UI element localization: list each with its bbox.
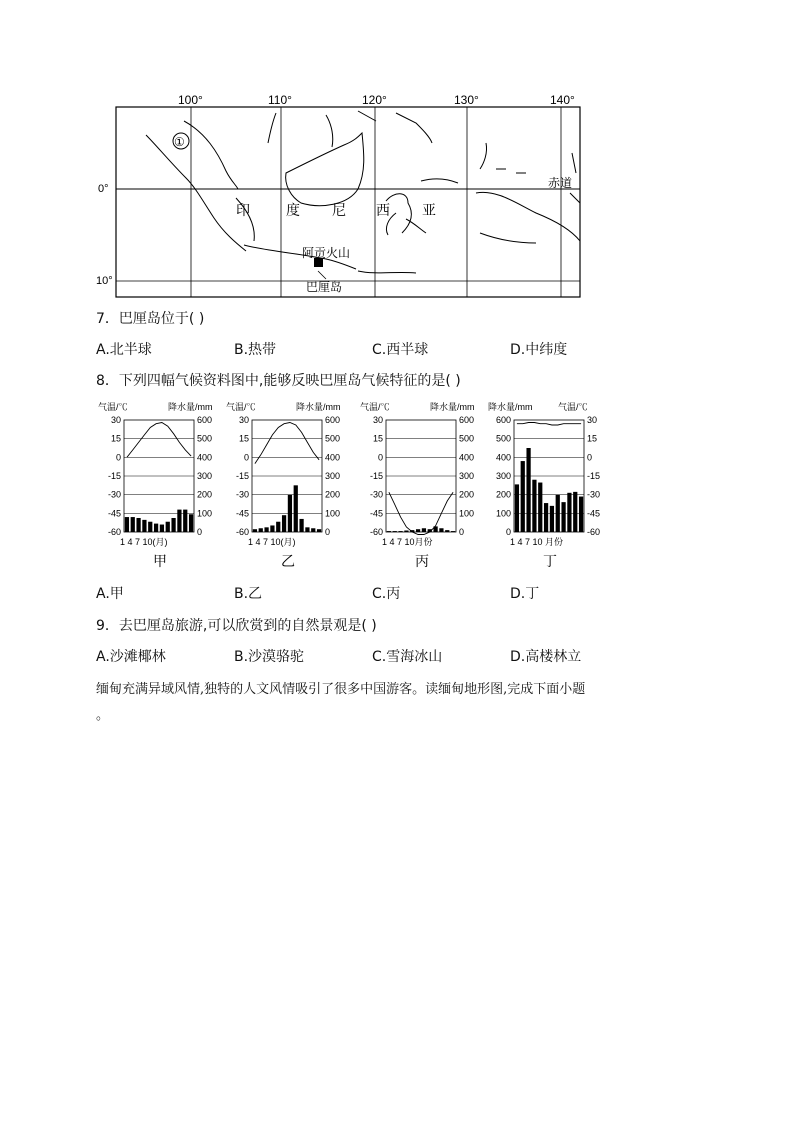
chart-1-left-axis-title: 气温/℃ bbox=[226, 402, 256, 412]
country-char-3: 尼 bbox=[332, 202, 346, 218]
map-svg bbox=[96, 93, 590, 303]
chart-0-temp-line bbox=[127, 423, 191, 458]
chart-3-precip-bar bbox=[538, 483, 542, 532]
chart-3-right-tick: -60 bbox=[587, 527, 601, 537]
chart-1-right-axis-title: 降水量/mm bbox=[296, 402, 341, 412]
chart-2-precip-bar bbox=[451, 531, 455, 532]
chart-1-precip-bar bbox=[282, 515, 286, 532]
chart-3-precip-bar bbox=[521, 461, 525, 532]
chart-2-right-tick: 0 bbox=[459, 527, 465, 537]
chart-1-precip-bar bbox=[264, 527, 268, 532]
lon-label-130: 130° bbox=[454, 93, 479, 107]
chart-3-left-tick: 500 bbox=[495, 433, 511, 444]
q7-option-b[interactable]: B.热带 bbox=[234, 342, 277, 358]
chart-1-right-tick: 0 bbox=[325, 527, 331, 537]
chart-3-right-tick: -15 bbox=[587, 471, 601, 481]
chart-1-right-tick: 200 bbox=[325, 489, 341, 500]
chart-1-left-tick: -60 bbox=[235, 527, 249, 537]
passage-line-1: 缅甸充满异域风情,独特的人文风情吸引了很多中国游客。读缅甸地形图,完成下面小题 bbox=[96, 682, 586, 697]
chart-3-left-tick: 300 bbox=[495, 471, 511, 481]
chart-0-right-tick: 600 bbox=[197, 415, 213, 425]
chart-2-right-tick: 300 bbox=[459, 471, 475, 481]
region-marker-label: ① bbox=[174, 135, 185, 149]
chart-3-precip-bar bbox=[532, 480, 536, 532]
chart-3-precip-bar bbox=[561, 502, 565, 532]
chart-1-precip-bar bbox=[276, 522, 280, 532]
q7-option-d[interactable]: D.中纬度 bbox=[510, 342, 568, 358]
chart-3-right-tick: -45 bbox=[587, 508, 601, 519]
chart-3-right-tick: -30 bbox=[587, 489, 601, 500]
chart-0-left-tick: 30 bbox=[110, 415, 121, 425]
chart-1-left-tick: 15 bbox=[238, 433, 249, 444]
chart-2-right-tick: 500 bbox=[459, 433, 475, 444]
chart-3-precip-bar bbox=[544, 503, 548, 532]
chart-2-right-tick: 400 bbox=[459, 452, 475, 463]
chart-1-left-tick: 30 bbox=[238, 415, 249, 425]
chart-3-left-axis-title: 降水量/mm bbox=[488, 402, 533, 412]
chart-0-left-tick: -60 bbox=[107, 527, 121, 537]
country-char-4: 西 bbox=[376, 202, 390, 218]
chart-0-left-axis-title: 气温/℃ bbox=[98, 402, 128, 412]
chart-0-precip-bar bbox=[148, 522, 152, 532]
chart-0-month-label: 1 4 7 10(月) bbox=[120, 537, 168, 547]
climate-charts-svg bbox=[96, 398, 616, 576]
chart-3-right-tick: 0 bbox=[587, 452, 593, 463]
chart-1-precip-bar bbox=[294, 485, 298, 532]
chart-1-name: 乙 bbox=[281, 553, 295, 569]
chart-1-right-tick: 500 bbox=[325, 433, 341, 444]
chart-3-precip-bar bbox=[515, 484, 519, 532]
chart-0-precip-bar bbox=[171, 518, 175, 532]
country-char-1: 印 bbox=[236, 202, 250, 218]
chart-0-left-tick: -30 bbox=[107, 489, 121, 500]
chart-0-precip-bar bbox=[131, 517, 135, 532]
island-leader-line bbox=[318, 271, 326, 279]
chart-2-left-tick: 30 bbox=[372, 415, 383, 425]
chart-0-precip-bar bbox=[154, 524, 158, 532]
chart-3-right-tick: 30 bbox=[587, 415, 598, 425]
chart-1-right-tick: 300 bbox=[325, 471, 341, 481]
chart-1-month-label: 1 4 7 10(月) bbox=[248, 537, 296, 547]
q8-option-c[interactable]: C.丙 bbox=[372, 586, 401, 602]
climate-charts bbox=[96, 398, 616, 576]
volcano-label: 阿贡火山 bbox=[302, 246, 351, 260]
chart-2-precip-bar bbox=[445, 530, 449, 532]
chart-3-left-tick: 400 bbox=[495, 452, 511, 463]
chart-2-left-tick: -30 bbox=[369, 489, 383, 500]
chart-0-left-tick: -15 bbox=[107, 471, 121, 481]
map-frame bbox=[116, 107, 580, 297]
chart-0-precip-bar bbox=[136, 518, 140, 532]
chart-1-precip-bar bbox=[253, 529, 257, 532]
q7-option-c[interactable]: C.西半球 bbox=[372, 342, 429, 358]
chart-2-left-axis-title: 气温/℃ bbox=[360, 402, 390, 412]
country-char-5: 亚 bbox=[422, 202, 436, 218]
lon-label-120: 120° bbox=[362, 93, 387, 107]
q7-stem: 7．巴厘岛位于( ) bbox=[96, 311, 205, 327]
q8-option-d[interactable]: D.丁 bbox=[510, 586, 540, 602]
chart-0-precip-bar bbox=[189, 514, 193, 532]
chart-0-precip-bar bbox=[183, 510, 187, 532]
q9-option-c[interactable]: C.雪海冰山 bbox=[372, 649, 443, 665]
q9-option-b[interactable]: B.沙漠骆驼 bbox=[234, 649, 305, 665]
chart-1-precip-bar bbox=[299, 519, 303, 532]
q9-option-d[interactable]: D.高楼林立 bbox=[510, 649, 582, 665]
chart-0-precip-bar bbox=[125, 517, 129, 532]
lat-label-10: 10° bbox=[96, 275, 113, 287]
chart-2-right-tick: 100 bbox=[459, 508, 475, 519]
chart-2-month-label: 1 4 7 10月份 bbox=[382, 537, 433, 547]
chart-3-left-tick: 600 bbox=[495, 415, 511, 425]
chart-3-precip-bar bbox=[579, 497, 583, 532]
chart-2-right-tick: 600 bbox=[459, 415, 475, 425]
chart-3-right-axis-title: 气温/℃ bbox=[558, 402, 588, 412]
chart-2-right-tick: 200 bbox=[459, 489, 475, 500]
chart-1-left-tick: 0 bbox=[243, 452, 249, 463]
chart-2-precip-bar bbox=[416, 529, 420, 532]
lat-label-0: 0° bbox=[98, 183, 109, 195]
chart-1-left-tick: -45 bbox=[235, 508, 249, 519]
chart-2-precip-bar bbox=[422, 528, 426, 532]
map-figure bbox=[96, 93, 590, 303]
lon-label-140: 140° bbox=[550, 93, 575, 107]
coastlines bbox=[146, 111, 580, 273]
chart-0-left-tick: 15 bbox=[110, 433, 121, 444]
q8-option-a[interactable]: A.甲 bbox=[96, 586, 124, 602]
chart-3-right-tick: 15 bbox=[587, 433, 598, 444]
chart-1-precip-bar bbox=[288, 495, 292, 532]
chart-2-left-tick: -45 bbox=[369, 508, 383, 519]
chart-1-precip-bar bbox=[270, 525, 274, 532]
chart-3-month-label: 1 4 7 10 月份 bbox=[510, 537, 564, 547]
chart-0-right-axis-title: 降水量/mm bbox=[168, 402, 213, 412]
chart-2-left-tick: 0 bbox=[377, 452, 383, 463]
lon-label-100: 100° bbox=[178, 93, 203, 107]
chart-1-right-tick: 600 bbox=[325, 415, 341, 425]
chart-0-precip-bar bbox=[160, 525, 164, 532]
chart-3-name: 丁 bbox=[543, 553, 557, 569]
chart-0-precip-bar bbox=[142, 520, 146, 532]
chart-3-left-tick: 200 bbox=[495, 489, 511, 500]
chart-3-precip-bar bbox=[556, 495, 560, 532]
chart-2-right-axis-title: 降水量/mm bbox=[430, 402, 475, 412]
chart-3-left-tick: 100 bbox=[495, 508, 511, 519]
chart-3-left-tick: 0 bbox=[505, 527, 511, 537]
q9-option-a[interactable]: A.沙滩椰林 bbox=[96, 649, 166, 665]
chart-3-precip-bar bbox=[567, 493, 571, 532]
q8-option-b[interactable]: B.乙 bbox=[234, 586, 263, 602]
q7-option-a[interactable]: A.北半球 bbox=[96, 342, 152, 358]
chart-0-precip-bar bbox=[177, 510, 181, 532]
country-char-2: 度 bbox=[286, 202, 300, 218]
chart-2-precip-bar bbox=[393, 531, 397, 532]
chart-0-precip-bar bbox=[166, 522, 170, 532]
chart-1-precip-bar bbox=[317, 529, 321, 532]
chart-2-left-tick: -60 bbox=[369, 527, 383, 537]
chart-2-precip-bar bbox=[387, 531, 391, 532]
chart-0-right-tick: 400 bbox=[197, 452, 213, 463]
chart-0-right-tick: 100 bbox=[197, 508, 213, 519]
chart-2-precip-bar bbox=[398, 531, 402, 532]
chart-1-left-tick: -30 bbox=[235, 489, 249, 500]
chart-0-left-tick: -45 bbox=[107, 508, 121, 519]
equator-label: 赤道 bbox=[548, 176, 573, 190]
q9-stem: 9．去巴厘岛旅游,可以欣赏到的自然景观是( ) bbox=[96, 618, 377, 634]
chart-0-right-tick: 200 bbox=[197, 489, 213, 500]
chart-0-name: 甲 bbox=[153, 553, 167, 569]
chart-1-right-tick: 100 bbox=[325, 508, 341, 519]
chart-1-precip-bar bbox=[259, 528, 263, 532]
chart-2-precip-bar bbox=[439, 528, 443, 532]
chart-1-right-tick: 400 bbox=[325, 452, 341, 463]
passage-line-2: 。 bbox=[96, 708, 110, 723]
chart-3-precip-bar bbox=[550, 506, 554, 532]
chart-1-precip-bar bbox=[305, 527, 309, 532]
chart-2-precip-bar bbox=[404, 531, 408, 532]
chart-2-left-tick: -15 bbox=[369, 471, 383, 481]
chart-3-precip-bar bbox=[573, 492, 577, 532]
chart-1-left-tick: -15 bbox=[235, 471, 249, 481]
q8-stem: 8．下列四幅气候资料图中,能够反映巴厘岛气候特征的是( ) bbox=[96, 373, 461, 389]
lon-label-110: 110° bbox=[268, 93, 292, 107]
chart-0-right-tick: 0 bbox=[197, 527, 203, 537]
chart-0-left-tick: 0 bbox=[115, 452, 121, 463]
chart-2-name: 丙 bbox=[415, 553, 429, 569]
chart-3-temp-line bbox=[517, 423, 581, 426]
chart-0-right-tick: 500 bbox=[197, 433, 213, 444]
chart-3-precip-bar bbox=[526, 448, 530, 532]
chart-0-right-tick: 300 bbox=[197, 471, 213, 481]
chart-2-left-tick: 15 bbox=[372, 433, 383, 444]
chart-1-precip-bar bbox=[311, 528, 315, 532]
island-label: 巴厘岛 bbox=[306, 280, 343, 294]
